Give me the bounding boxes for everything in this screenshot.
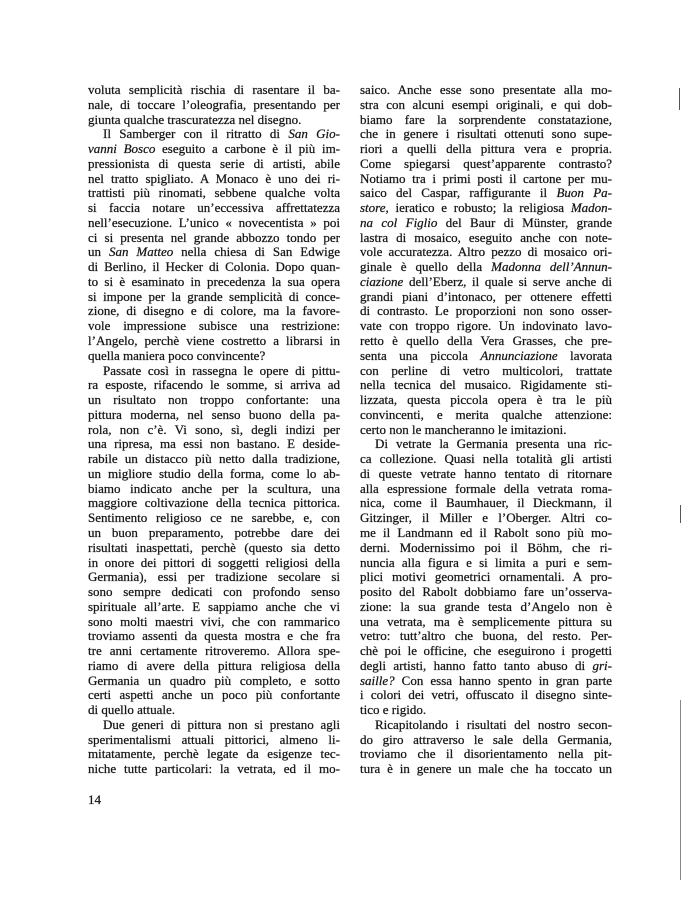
- text-segment: , ieratico e robusto; la religiosa: [385, 200, 571, 216]
- text-segment: nuncia alla figura e si limita a puri e sem-: [360, 554, 612, 570]
- text-segment: nale, di toccare l’oleografia, presentando per: [88, 96, 340, 112]
- text-segment: troviamo che il disorientamento nella pit-: [360, 746, 612, 762]
- text-line: [360, 231, 612, 246]
- text-line: [88, 482, 340, 497]
- text-line: [360, 541, 612, 556]
- text-line: [360, 496, 612, 511]
- text-line: [88, 674, 340, 689]
- text-segment: maggiore coltivazione della tecnica pittorica.: [88, 495, 340, 511]
- text-segment: saico del Caspar, raffigurante il: [360, 185, 557, 201]
- text-segment: vetro: tutt’altro che buona, del resto. Per-: [360, 628, 612, 644]
- text-line: [88, 378, 340, 393]
- text-line: [88, 408, 340, 423]
- text-line: [88, 142, 340, 157]
- text-line: [88, 703, 340, 718]
- text-segment: vole accuratezza. Altro pezzo di mosaico ori-: [360, 244, 612, 260]
- text-segment: di queste vetrate hanno tentato di ritornare: [360, 465, 612, 481]
- text-line: [360, 629, 612, 644]
- text-segment: vate con troppo rigore. Un indovinato lavo-: [360, 318, 612, 334]
- text-line: [88, 556, 340, 571]
- text-segment: vole impressione subisce una restrizione:: [88, 318, 340, 334]
- text-segment: un: [88, 244, 109, 260]
- text-segment: Di vetrate la Germania presenta una ric-: [375, 436, 612, 452]
- text-line: [88, 644, 340, 659]
- text-line: [360, 393, 612, 408]
- text-segment: ca collezione. Quasi nella totalità gli artisti: [360, 451, 612, 467]
- text-segment: sperimentalismi attuali pittorici, almeno li-: [88, 731, 340, 747]
- text-line: [360, 733, 612, 748]
- text-line: [360, 98, 612, 113]
- scan-edge-mark: [680, 700, 681, 880]
- text-line: [88, 733, 340, 748]
- text-line: [88, 762, 340, 777]
- text-segment: sono molti maestri vivi, che con rammarico: [88, 613, 340, 629]
- text-segment: pittura moderna, nel senso buono della pa-: [88, 406, 340, 422]
- text-line: [360, 334, 612, 349]
- text-segment: l’Angelo, perchè viene costretto a librarsi in: [88, 333, 340, 349]
- text-line: [360, 83, 612, 98]
- text-line: [88, 467, 340, 482]
- text-line: [360, 644, 612, 659]
- text-segment: si faccia notare un’eccessiva affrettatezza: [88, 200, 340, 216]
- text-line: [360, 615, 612, 630]
- text-segment: lavorata: [557, 347, 612, 363]
- page-number: 14: [88, 792, 101, 807]
- text-segment: Passate così in rassegna le opere di pittu-: [103, 362, 340, 378]
- text-line: [88, 600, 340, 615]
- text-segment: saico. Anche esse sono presentate alla mo-: [360, 82, 612, 97]
- italic-title: Buon Pa-: [556, 185, 612, 201]
- text-segment: Con essa hanno spento in gran parte: [394, 672, 612, 688]
- text-segment: to si è esaminato in precedenza la sua opera: [88, 273, 340, 289]
- text-segment: quella maniera poco convincente?: [88, 347, 266, 363]
- text-segment: biamo fare la sorprendente constatazione,: [360, 111, 612, 127]
- text-line: [360, 408, 612, 423]
- text-segment: troviamo assenti da questa mostra e che fra: [88, 628, 340, 644]
- text-segment: di quello attuale.: [88, 702, 176, 718]
- text-segment: Gitzinger, il Miller e l’Oberger. Altri co-: [360, 510, 612, 526]
- italic-title: na col Figlio: [360, 214, 438, 230]
- text-line: [360, 157, 612, 172]
- text-segment: Ricapitolando i risultati del nostro secon-: [375, 716, 612, 732]
- text-segment: tura è in genere un male che ha toccato un: [360, 761, 612, 777]
- text-segment: del Baur di Münster, grande: [437, 214, 612, 230]
- text-segment: Due generi di pittura non si prestano agli: [103, 716, 340, 732]
- text-line: [88, 393, 340, 408]
- text-segment: ginale è quello della: [360, 259, 492, 275]
- text-line: [88, 541, 340, 556]
- text-line: [360, 127, 612, 142]
- text-line: [88, 304, 340, 319]
- text-segment: voluta semplicità rischia di rasentare il ba-: [88, 82, 340, 97]
- italic-title: San Matteo: [108, 244, 174, 260]
- text-line: [360, 245, 612, 260]
- text-segment: pressionista di questa serie di artisti, abile: [88, 155, 340, 171]
- text-segment: retto è quello della Vera Grasses, che pre-: [360, 333, 612, 349]
- text-segment: risultati inaspettati, perchè (questo sia detto: [88, 539, 340, 555]
- text-segment: lastra di mosaico, eseguito anche con note-: [360, 229, 612, 245]
- text-segment: con perline di vetro multicolori, trattate: [360, 362, 612, 378]
- text-segment: senta una piccola: [360, 347, 481, 363]
- italic-title: gri-: [592, 657, 612, 673]
- text-segment: un buon preparamento, potrebbe dare dei: [88, 524, 340, 540]
- text-segment: che in genere i risultati ottenuti sono supe-: [360, 126, 612, 142]
- text-segment: niche tutte particolari: la vetrata, ed il mo-: [88, 761, 340, 777]
- text-line: [360, 364, 612, 379]
- text-line: [360, 186, 612, 201]
- italic-title: saille?: [360, 672, 395, 688]
- text-segment: ra esposte, rifacendo le somme, si arriva ad: [88, 377, 340, 393]
- text-line: [88, 659, 340, 674]
- text-line: [360, 703, 612, 718]
- text-line: [360, 319, 612, 334]
- text-segment: nica, come il Baumhauer, il Dieckmann, il: [360, 495, 612, 511]
- text-line: [88, 216, 340, 231]
- scan-edge-mark: [679, 88, 680, 110]
- text-segment: una ripresa, ma essi non bastano. E deside-: [88, 436, 340, 452]
- text-line: [360, 290, 612, 305]
- text-line: [360, 659, 612, 674]
- text-line: [88, 334, 340, 349]
- italic-title: store: [360, 200, 386, 216]
- text-segment: certo non le mancheranno le imitazioni.: [360, 421, 567, 437]
- italic-title: Madon-: [570, 200, 612, 216]
- text-line: [360, 378, 612, 393]
- text-line: [360, 216, 612, 231]
- text-line: [88, 570, 340, 585]
- text-segment: giunta qualche trascuratezza nel disegno.: [88, 111, 302, 127]
- text-segment: certi aspetti anche un poco più confortante: [88, 687, 340, 703]
- text-segment: Germania), essi per tradizione secolare si: [88, 569, 340, 585]
- text-segment: riori a quelli della pittura vera e propria.: [360, 141, 612, 157]
- text-line: [88, 186, 340, 201]
- text-line: [88, 349, 340, 364]
- text-segment: Il Samberger con il ritratto di: [103, 126, 289, 142]
- text-segment: Come spiegarsi quest’apparente contrasto?: [360, 155, 612, 171]
- text-line: [88, 98, 340, 113]
- text-segment: i colori dei vetri, offuscato il disegno sinte-: [360, 687, 612, 703]
- text-line: [88, 615, 340, 630]
- text-segment: spirituale all’arte. E sappiamo anche che vi: [88, 598, 340, 614]
- text-line: [360, 718, 612, 733]
- italic-title: Madonna dell’Annun-: [491, 259, 613, 275]
- text-segment: lizzata, questa piccola opera è tra le più: [360, 392, 612, 408]
- text-line: [360, 423, 612, 438]
- text-line: [88, 718, 340, 733]
- italic-title: ciazione: [360, 273, 404, 289]
- text-line: [88, 260, 340, 275]
- text-line: [88, 437, 340, 452]
- text-line: [88, 319, 340, 334]
- text-segment: un migliore studio della forma, come lo ab-: [88, 465, 340, 481]
- text-segment: in onore dei pittori di soggetti religiosi della: [88, 554, 340, 570]
- text-line: [88, 629, 340, 644]
- text-line: [88, 496, 340, 511]
- text-line: [360, 467, 612, 482]
- text-line: [360, 570, 612, 585]
- text-line: [360, 437, 612, 452]
- text-segment: sono sempre dedicati con profondo senso: [88, 584, 340, 600]
- italic-title: vanni Bosco: [88, 141, 156, 157]
- text-line: [360, 674, 612, 689]
- text-segment: posito del Rabolt dobbiamo fare un’osserva-: [360, 584, 612, 600]
- text-line: [88, 452, 340, 467]
- text-segment: tico e rigido.: [360, 702, 427, 718]
- text-line: [88, 113, 340, 128]
- text-line: [360, 526, 612, 541]
- text-line: [360, 275, 612, 290]
- text-line: [88, 585, 340, 600]
- text-segment: eseguito a carbone è il più im-: [155, 141, 341, 157]
- text-segment: do giro attraverso le sale della Germania,: [360, 731, 612, 747]
- text-segment: biamo indicato anche per la scultura, una: [88, 480, 340, 496]
- text-line: [360, 142, 612, 157]
- scan-edge-mark: [680, 505, 681, 523]
- text-segment: Notiamo tra i primi posti il cartone per mu-: [360, 170, 612, 186]
- text-line: [88, 127, 340, 142]
- text-line: [88, 364, 340, 379]
- italic-title: Annunciazione: [480, 347, 558, 363]
- text-segment: me il Landmann ed il Rabolt sono più mo-: [360, 524, 612, 540]
- text-segment: dell’Eberz, il quale si serve anche di: [403, 273, 612, 289]
- text-segment: nell’esecuzione. L’unico « novecentista » poi: [88, 214, 340, 230]
- text-line: [360, 452, 612, 467]
- text-segment: rola, non c’è. Vi sono, sì, degli indizi per: [88, 421, 340, 437]
- text-segment: stra con alcuni esempi originali, e qui dob-: [360, 96, 612, 112]
- text-line: [88, 423, 340, 438]
- text-segment: nella chiesa di San Edwige: [173, 244, 340, 260]
- text-line: [88, 245, 340, 260]
- text-segment: zione: la sua grande testa d’Angelo non è: [360, 598, 612, 614]
- text-segment: convincenti, e merita qualche attenzione:: [360, 406, 612, 422]
- text-line: [360, 511, 612, 526]
- text-segment: degli artisti, hanno fatto tanto abuso di: [360, 657, 593, 673]
- text-segment: rabile un distacco più netto dalla tradizione,: [88, 451, 340, 467]
- text-segment: ci si presenta nel grande abbozzo tondo per: [88, 229, 340, 245]
- text-line: [360, 585, 612, 600]
- text-segment: nella tecnica del musaico. Rigidamente sti-: [360, 377, 612, 393]
- text-line: [360, 260, 612, 275]
- text-column-left: [88, 83, 340, 777]
- text-line: [88, 201, 340, 216]
- text-segment: plici motivi geometrici ornamentali. A pro-: [360, 569, 612, 585]
- text-line: [88, 290, 340, 305]
- text-segment: di Berlino, il Hecker di Colonia. Dopo quan-: [88, 259, 340, 275]
- text-line: [360, 600, 612, 615]
- text-segment: chè poi le officine, che eseguirono i progetti: [360, 643, 612, 659]
- text-segment: tre anni certamente ritroveremo. Allora spe-: [88, 643, 340, 659]
- text-segment: grandi piani d’intonaco, per ottenere effetti: [360, 288, 612, 304]
- text-line: [88, 511, 340, 526]
- text-line: [360, 113, 612, 128]
- text-line: [360, 349, 612, 364]
- text-segment: una vetrata, ma è semplicemente pittura su: [360, 613, 612, 629]
- text-line: [88, 526, 340, 541]
- text-line: [360, 172, 612, 187]
- text-line: [360, 688, 612, 703]
- text-line: [88, 83, 340, 98]
- text-segment: derni. Modernissimo poi il Böhm, che ri-: [360, 539, 612, 555]
- text-line: [360, 304, 612, 319]
- text-segment: si impone per la grande semplicità di conce-: [88, 288, 340, 304]
- text-line: [88, 231, 340, 246]
- text-line: [88, 688, 340, 703]
- text-line: [360, 747, 612, 762]
- text-segment: di contrasto. Le proporzioni non sono osser-: [360, 303, 612, 319]
- text-segment: Sentimento religioso ce ne sarebbe, e, con: [88, 510, 340, 526]
- text-line: [360, 482, 612, 497]
- text-line: [360, 201, 612, 216]
- text-segment: un risultato non troppo confortante: una: [88, 392, 340, 408]
- italic-title: San Gio-: [288, 126, 340, 142]
- text-line: [88, 275, 340, 290]
- text-line: [88, 172, 340, 187]
- text-line: [88, 747, 340, 762]
- text-column-right: [360, 83, 612, 777]
- text-line: [88, 157, 340, 172]
- text-segment: trattisti più rinomati, sebbene qualche volta: [88, 185, 340, 201]
- text-segment: nel tratto spigliato. A Monaco è uno dei ri-: [88, 170, 340, 186]
- text-line: [360, 556, 612, 571]
- text-segment: riamo di avere della pittura religiosa della: [88, 657, 340, 673]
- text-segment: alla espressione formale della vetrata roma-: [360, 480, 612, 496]
- text-segment: mitatamente, perchè legate da esigenze tec-: [88, 746, 340, 762]
- text-segment: zione, di disegno e di colore, ma la favore-: [88, 303, 340, 319]
- text-segment: Germania un quadro più completo, e sotto: [88, 672, 340, 688]
- text-line: [360, 762, 612, 777]
